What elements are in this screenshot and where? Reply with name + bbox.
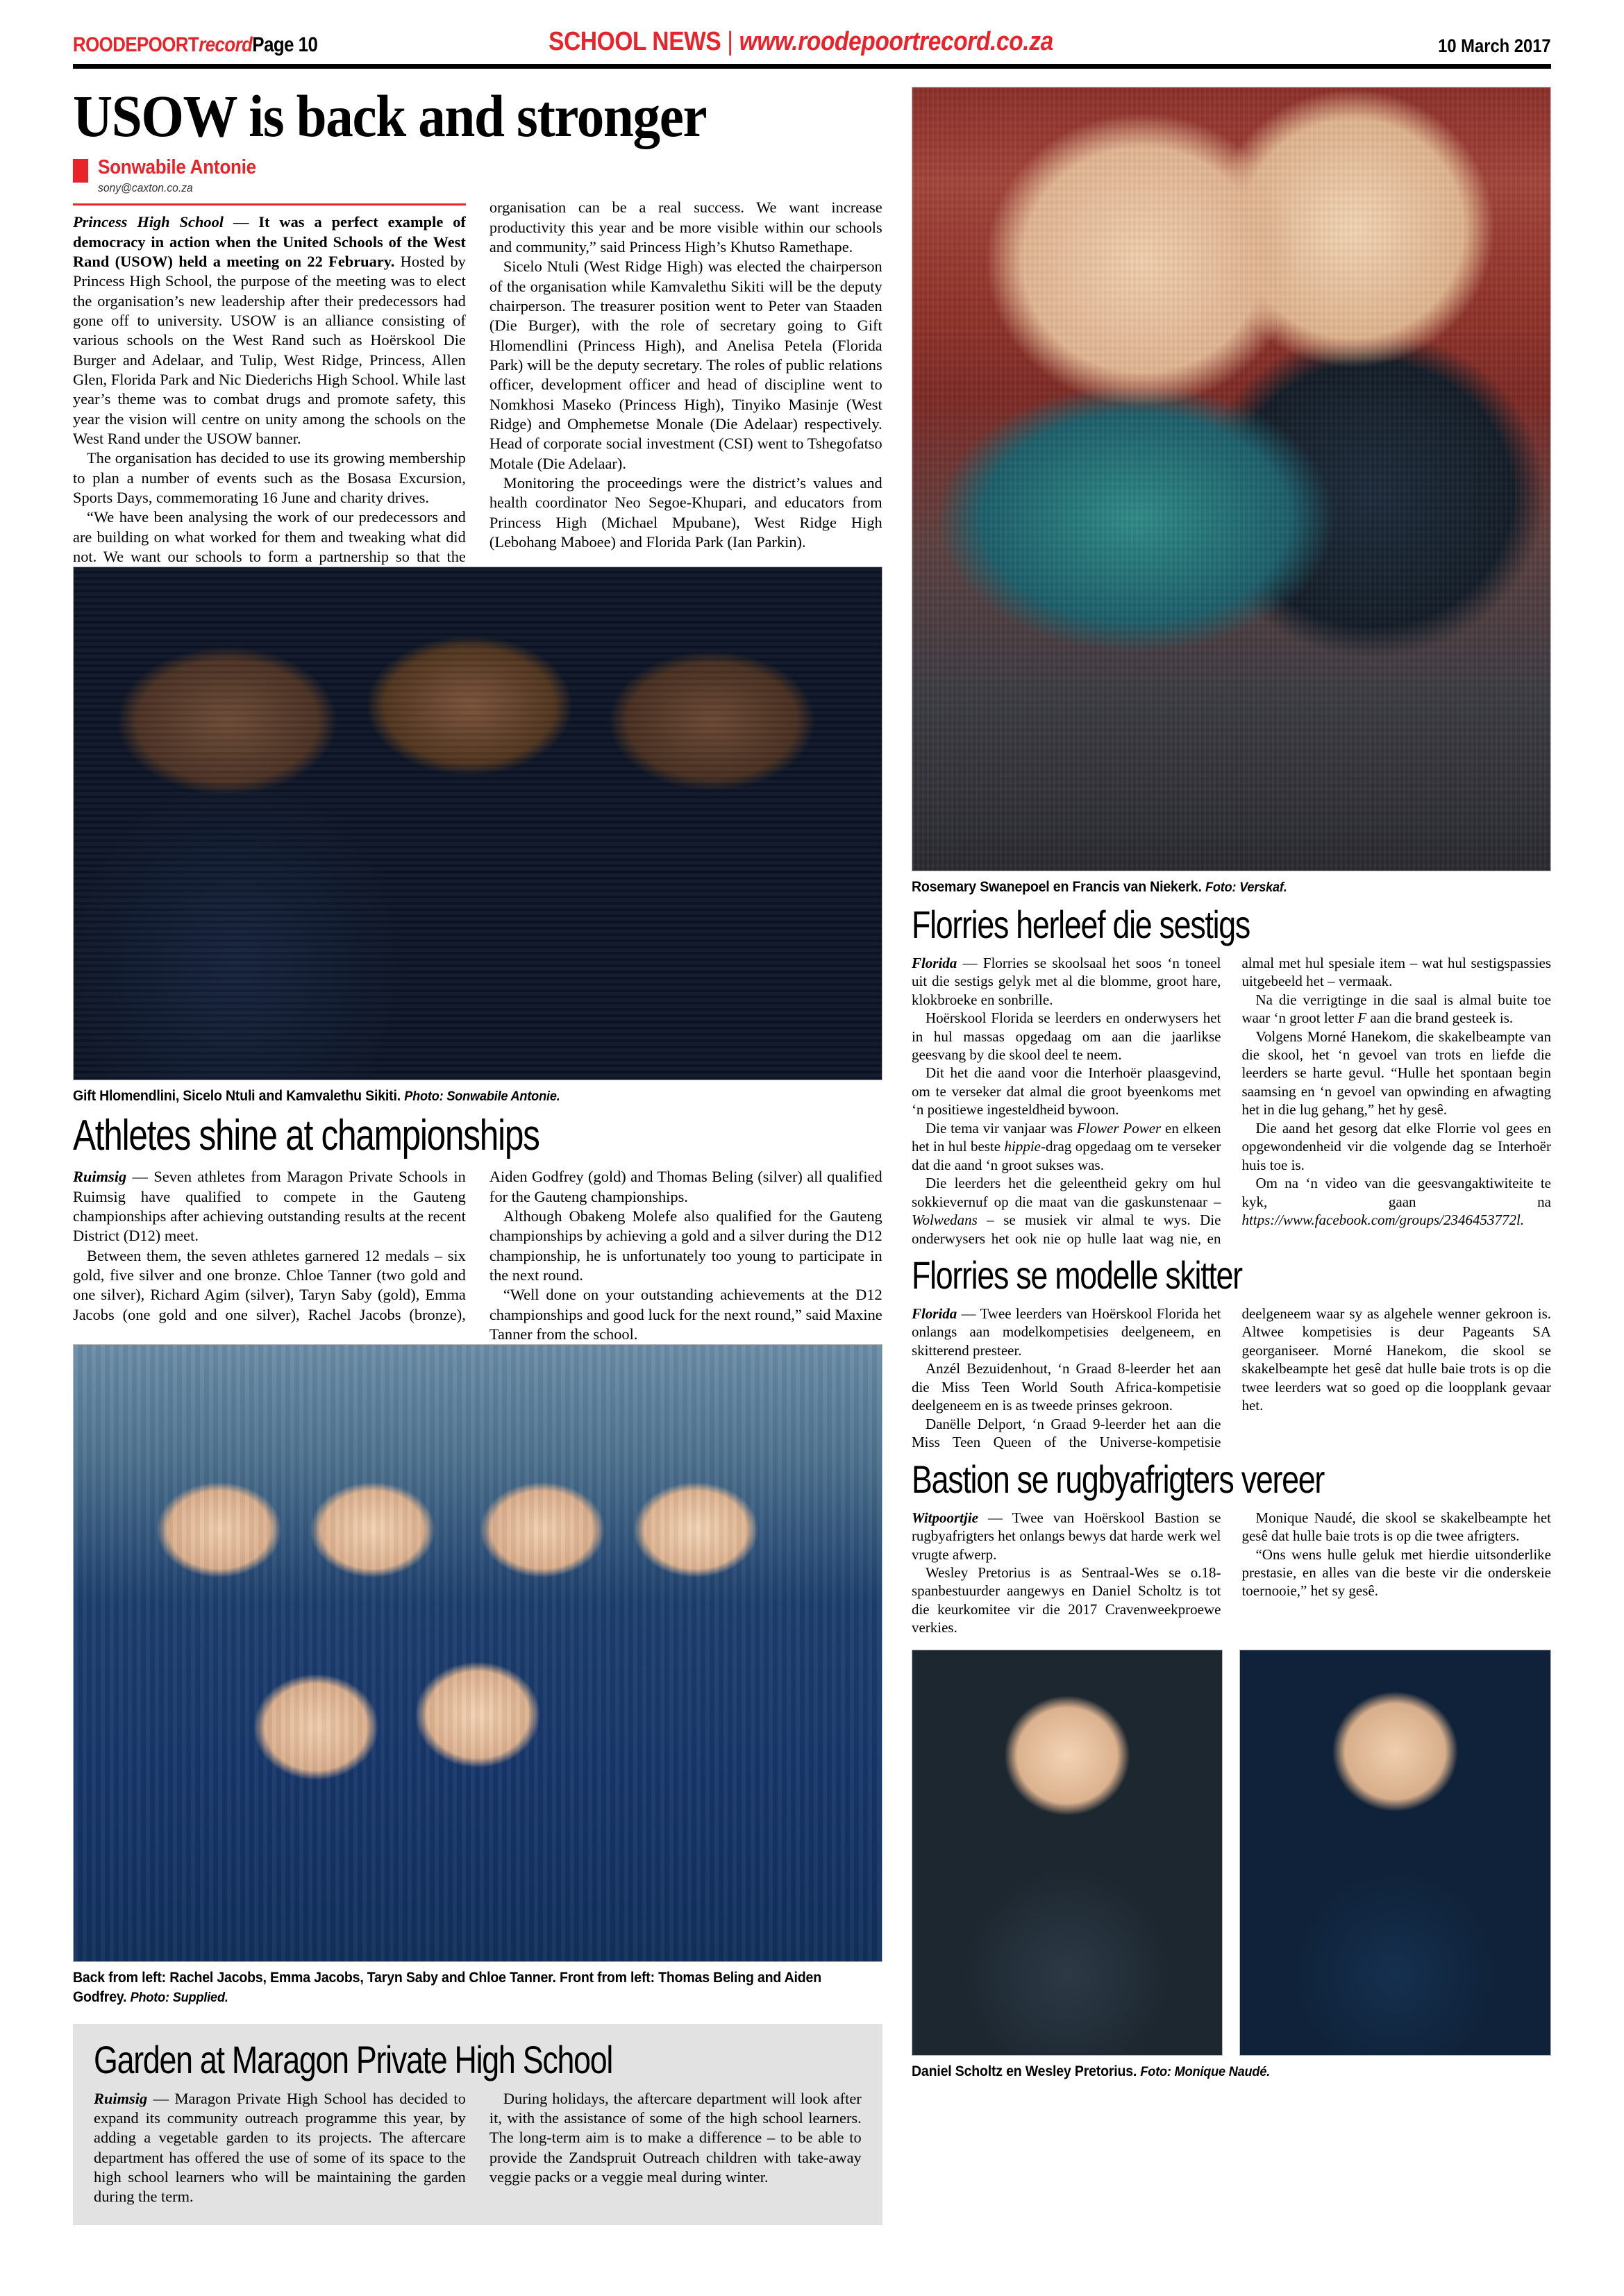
right-column [912,87,1551,2225]
usow-red-rule [73,203,466,206]
bastion-photo-caption [912,2062,1507,2081]
fs-p4a: Die tema vir vanjaar was [925,1119,1077,1137]
fs-p6b: aan die brand gesteek is. [1366,1009,1514,1027]
usow-photo-caption [73,1087,826,1106]
left-column [73,83,882,2225]
athletes-p1: Seven athletes from Maragon Private Schools in Ruimsig have qualified to compete in the Gauteng championships after achieving outstanding results at the recent District (D12) meet. [73,1168,466,1245]
fs-dateline: Florida [911,954,957,971]
usow-paragraph-3: “We have been analysing the work of our predecessors and are building on what worked for them and tweaking what did not. We want our schools to form a partnership so that the organisation can be a real success. We want increase productivity this year and be more visible within our schools and community,” said Princess High’s Khutso Ramethape. [73,199,882,566]
fs-paragraph-6 [1241,991,1551,1028]
fm-p1: Twee leerders van Hoërskool Florida het onlangs aan modelkompetisies deelgeneem, en skitterend presteer. [911,1305,1221,1359]
fs-p5a: Die leerders het die geleentheid gekry om hul sokkievernuf op die maat van die gaskunstenaar – [911,1175,1221,1210]
florries-sestigs-headline: Florries herleef die sestigs [911,902,1250,946]
usow-byline [73,156,882,195]
article-florries-sestigs [912,87,1551,1248]
bastion-photo-pair [912,1650,1551,2056]
bastion-body [912,1509,1551,1637]
garden-headline: Garden at Maragon Private High School [94,2037,613,2081]
athletes-body [73,1167,882,1344]
usow-dash: — [224,213,259,231]
athletes-paragraph-4: “Well done on your outstanding achievements at the D12 championships and good luck for the next round,” said Maxine Tanner from the school. [489,1286,882,1343]
florries-caption-text: Rosemary Swanepoel en Francis van Niekerk. [911,879,1205,895]
bastion-p1: Twee van Hoërskool Bastion se rugbyafrigters het onlangs bewys dat harde werk wel vrugte afwerp. [911,1509,1221,1563]
athletes-headline: Athletes shine at championships [73,1112,539,1160]
fm-dash: — [957,1305,980,1322]
article-garden [73,2024,882,2225]
fm-paragraph-3: Danëlle Delport, ‘n Graad 9-leerder het aan die Miss Teen Queen of the Universe-kompetisie deelgeneem waar sy as algehele wenner gekroon is. Altwee kompetisies is deur Pageants SA georganiseer. Morné Hanekom, die skool se skakelbeampte het gesê dat hulle baie trots is op die twee leerders wat so goed op die loopplank gevaar het. [911,1305,1551,1451]
byline-square-icon [73,159,88,183]
bastion-photo-right [1239,1650,1551,2056]
fs-p1: Florries se skoolsaal het soos ‘n toneel uit die sestigs gelyk met al die blomme, groot hare, klokbroeke en sonbrille. [911,954,1221,1008]
athletes-dateline: Ruimsig [73,1168,127,1186]
florries-sestigs-body [912,954,1551,1248]
article-athletes [73,1114,882,2007]
fm-paragraph-1 [912,1305,1221,1359]
garden-p1: Maragon Private High School has decided to expand its community outreach programme this year, by adding a vegetable garden to its projects. The aftercare department has offered the use of some of its space to the high school learners who will be maintaining the garden during the term. [94,2089,466,2206]
masthead-separator: | [726,27,733,56]
garden-dateline: Ruimsig [94,2089,148,2107]
usow-paragraph-1 [73,212,466,449]
bastion-paragraph-3: Monique Naudé, die skool se skakelbeampte het gesê dat hulle baie trots is op die twee afrigters. [1241,1509,1551,1545]
fs-p5-italic: Wolwedans [911,1212,978,1229]
fs-paragraph-4 [912,1119,1221,1174]
athletes-photo [73,1344,882,1962]
fs-p6-italic: F [1357,1009,1367,1027]
fs-paragraph-7: Volgens Morné Hanekom, die skakelbeampte van die skool, het ‘n gevoel van trots en liefde die leerders se harte gevul. “Hulle het spontaan begin saamsing en ‘n gevoel van opwinding en afwagting het in die lug gehang,” het hy gesê. [1241,1028,1551,1118]
athletes-paragraph-2: Between them, the seven athletes garnered 12 medals – six gold, five silver and one bronze. Chloe Tanner (two gold and one silver), Richard Agim (silver), Taryn Saby (gold), Emma Jacobs (one gold and one silver), Rachel Jacobs (bronze), Aiden Godfrey (gold) and Thomas Beling (silver) all qualified for the Gauteng championships. [73,1168,882,1323]
fs-paragraph-8: Die aand het gesorg dat elke Florrie vol gees en opgewondenheid vir die volgende dag se Interhoër huis toe is. [1241,1119,1551,1173]
garden-paragraph-2: During holidays, the aftercare department will look after it, with the assistance of some of the high school learners. The long-term aim is to make a difference – to be able to provide the Zandspruit Outreach children with take-away veggie packs or a veggie meal during winter. [489,2089,862,2186]
florries-photo-caption [912,878,1507,897]
athletes-photo-credit: Photo: Supplied. [130,1990,228,2005]
masthead-website[interactable]: www.roodepoortrecord.co.za [739,27,1053,56]
column-gutter [882,87,912,2225]
usow-p1-rest: Hosted by Princess High School, the purpose of the meeting was to elect the organisation’s new leadership after their predecessors had gone off to university. USOW is an alliance consisting of various schools on the West Rand such as Hoërskool Die Burger and Adelaar, and Tulip, West Ridge, Princess, Allen Glen, Florida Park and Nic Diederichs High School. While last year’s theme was to combat drugs and promote safety, this year the vision will centre on unity among the schools on the West Rand under the USOW banner. [73,252,466,448]
fs-paragraph-2: Hoërskool Florida se leerders en onderwysers het in hul massas opgedaag om aan die jaarlikse geesvang by die skool deel te neem. [911,1009,1221,1063]
athletes-paragraph-1 [73,1167,466,1246]
fs-p4-italic-2: hippie [1004,1138,1041,1155]
bastion-caption-text: Daniel Scholtz en Wesley Pretorius. [911,2063,1141,2079]
fs-p5b: – se musiek vir almal te wys. Die onderwysers het ook nie op hulle laat wag nie, en almal met hul spesiale item – wat hul sestigspassies uitgebeeld het – vermaak. [911,954,1551,1247]
fs-p4b: en elkeen het in hul beste [911,1119,1221,1155]
bastion-dateline: Witpoortjie [911,1509,978,1526]
usow-photo-credit: Photo: Sonwabile Antonie. [404,1089,560,1105]
masthead [73,0,1551,64]
athletes-paragraph-3: Although Obakeng Molefe also qualified for the Gauteng championships by achieving a gold and a silver during the D12 championship, he is unfortunately too young to participate in the next round. [489,1207,882,1284]
bastion-photo-left [912,1650,1223,2056]
florries-photo-credit: Foto: Verskaf. [1205,880,1287,895]
usow-caption-text: Gift Hlomendlini, Sicelo Ntuli and Kamvalethu Sikiti. [73,1088,405,1105]
garden-paragraph-1 [94,2089,466,2207]
usow-photo [73,567,882,1080]
usow-body [73,198,882,567]
usow-paragraph-2: The organisation has decided to use its growing membership to plan a number of events such as the Bosasa Excursion, Sports Days, commemorating 16 June and charity drives. [73,449,466,507]
athletes-caption-text: Back from left: Rachel Jacobs, Emma Jacobs, Taryn Saby and Chloe Tanner. Front from left: Thomas Beling and Aiden Godfrey. [73,1970,821,2005]
section-label: SCHOOL NEWS [548,27,721,56]
page-body [73,83,1551,2225]
article-usow [73,83,882,1106]
garden-body [94,2089,862,2207]
florries-modelle-body [912,1305,1551,1452]
brand-name-italic: record [199,33,253,56]
bastion-headline: Bastion se rugbyafrigters vereer [911,1457,1324,1501]
florries-photo [912,87,1551,871]
usow-lead: It was a perfect example of democracy in action when the United Schools of the West Rand (USOW) held a meeting on 22 February. [73,213,466,270]
fm-paragraph-2: Anzél Bezuidenhout, ‘n Graad 8-leerder het aan die Miss Teen World South Africa-kompetisie deelgeneem en is as tweede prinses gekroon. [911,1360,1221,1414]
fs-p4c: -drag opgedaag om te verseker dat die aand ‘n groot sukses was. [911,1138,1221,1173]
fm-dateline: Florida [911,1305,957,1322]
article-florries-modelle [911,1252,1551,1452]
byline-author: Sonwabile Antonie [98,156,256,179]
fs-dash: — [957,954,983,971]
fs-facebook-link[interactable]: https://www.facebook.com/groups/2346453772l. [1241,1212,1525,1229]
athletes-photo-caption [73,1968,826,2006]
fs-paragraph-3: Dit het die aand voor die Interhoër plaasgevind, om te verseker dat almal die groot byeenkoms met ‘n positiewe ingesteldheid bywoon. [911,1064,1221,1118]
usow-headline: USOW is back and stronger [73,83,707,149]
bastion-paragraph-4: “Ons wens hulle geluk met hierdie uitsonderlike prestasie, en alles van die beste vir die onderskeie toernooie,” het sy gesê. [1241,1545,1551,1600]
bastion-photo-credit: Foto: Monique Naudé. [1140,2063,1271,2079]
fs-paragraph-9 [1241,1174,1551,1229]
bastion-dash: — [978,1509,1012,1526]
bastion-paragraph-1 [912,1509,1221,1564]
usow-paragraph-4: Sicelo Ntuli (West Ridge High) was elected the chairperson of the organisation while Kamvalethu Sikiti will be the deputy chairperson. The treasurer position went to Peter van Staaden (Die Burger), with the role of secretary going to Gift Hlomendlini (Princess High), and Anelisa Petela (Florida Park) will be the deputy secretary. The roles of public relations officer, development officer and head of discipline went to Nomkhosi Maseko (Princess High), Tinyiko Masinje (West Ridge) and Omphemetse Monale (Die Adelaar) respectively. Head of corporate social investment (CSI) went to Tshegofatso Motale (Die Adelaar). [489,258,882,472]
masthead-section [549,27,1053,57]
garden-dash: — [147,2089,175,2107]
fs-p9a: Om na ‘n video van die geesvangaktiwiteite te kyk, gaan na [1241,1175,1551,1210]
brand-name: ROODEPOORT [73,33,199,56]
masthead-rule [73,64,1551,69]
masthead-date: 10 March 2017 [1438,35,1551,56]
fs-p6a: Na die verrigtinge in die saal is almal buite toe waar ‘n groot letter [1241,991,1551,1027]
bastion-paragraph-2: Wesley Pretorius is as Sentraal-Wes se o.18-spanbestuurder aangewys en Daniel Scholtz is tot die keurkomitee vir die 2017 Cravenweekproewe verkies. [911,1564,1221,1636]
athletes-dash: — [126,1168,154,1186]
florries-modelle-headline: Florries se modelle skitter [911,1252,1242,1297]
fs-p4-italic-1: Flower Power [1076,1119,1162,1137]
article-bastion [911,1457,1551,2081]
usow-dateline: Princess High School [73,213,224,231]
fs-paragraph-1 [912,954,1221,1009]
usow-paragraph-5: Monitoring the proceedings were the district’s values and health coordinator Neo Segoe-Khupari, and educators from Princess High (Michael Mpubane), West Ridge High (Lebohang Maboee) and Florida Park (Ian Parkin). [489,474,882,551]
page-number: Page 10 [252,33,318,56]
byline-email[interactable]: sony@caxton.co.za [98,181,193,195]
masthead-left [73,33,317,57]
